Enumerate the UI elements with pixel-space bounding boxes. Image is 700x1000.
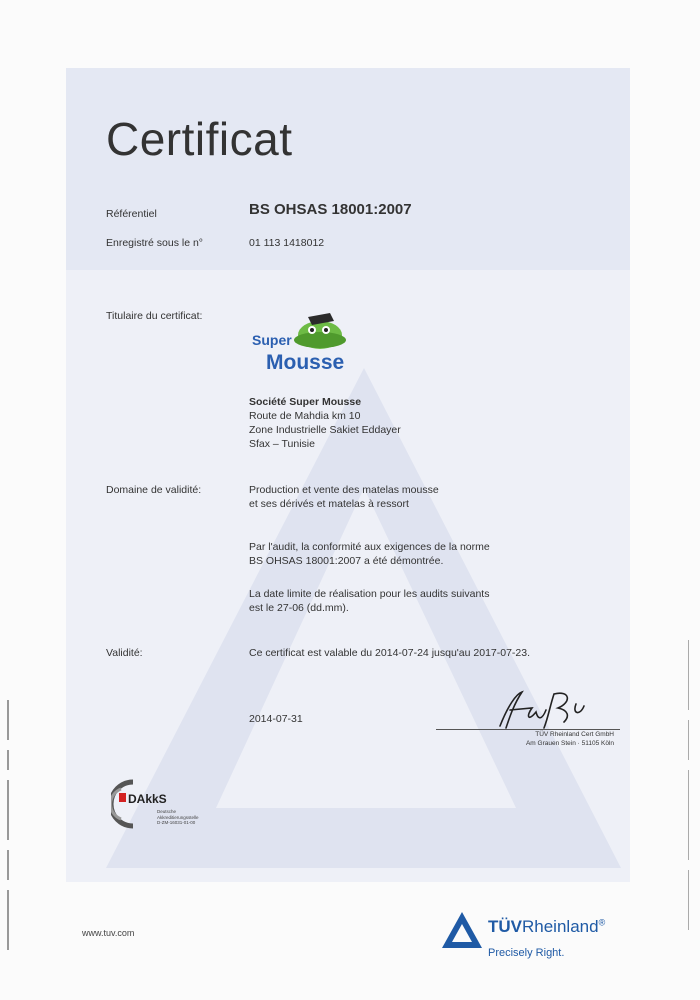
registration-value: 01 113 1418012 [249,237,325,249]
registration-label: Enregistré sous le n° [106,237,203,249]
website-link[interactable]: www.tuv.com [82,928,135,938]
domain-label: Domaine de validité: [106,484,202,496]
tuv-watermark-icon [66,68,630,882]
tuv-tagline: Precisely Right. [488,947,565,959]
domain-line: Production et vente des matelas mousse [249,484,439,496]
dakks-subtext [157,809,199,826]
issuer-address: Am Grauen Stein · 51105 Köln [525,740,614,747]
logo-text-mousse: Mousse [266,351,345,374]
dakks-sub-line: D-ZM-16031-01-00 [157,820,196,825]
validity-value: Ce certificat est valable du 2014-07-24 jusqu'au 2017-07-23. [249,647,531,659]
referentiel-value: BS OHSAS 18001:2007 [249,201,412,218]
audit-line: Par l'audit, la conformité aux exigences de la norme [249,541,490,553]
holder-name: Société Super Mousse [249,396,362,408]
super-mousse-logo [250,305,360,375]
logo-text-super: Super [252,332,292,348]
deadline-line: La date limite de réalisation pour les audits suivants [249,588,490,600]
page-title: Certificat [106,113,293,165]
signature [480,686,620,731]
referentiel-label: Référentiel [106,208,157,220]
validity-label: Validité: [106,647,143,659]
holder-address-line: Sfax – Tunisie [249,438,315,450]
issuer-block [478,730,614,748]
domain-line: et ses dérivés et matelas à ressort [249,498,409,510]
holder-address-line: Zone Industrielle Sakiet Eddayer [249,424,401,436]
side-reference-code-right [684,640,694,940]
registered-mark: ® [598,917,606,928]
tuv-brand-rest: Rheinland [522,917,599,936]
dakks-logo-text: DAkkS [128,792,167,806]
tuv-brand [488,917,605,937]
holder-address-line: Route de Mahdia km 10 [249,410,361,422]
issuer-name: TÜV Rheinland Cert GmbH [535,731,614,738]
dakks-sub-line: Deutsche [157,809,177,814]
side-reference-code [4,700,14,960]
audit-line: BS OHSAS 18001:2007 a été démontrée. [249,555,444,567]
dakks-sub-line: Akkreditierungsstelle [157,814,199,820]
tuv-brand-bold: TÜV [488,917,522,936]
deadline-line: est le 27-06 (dd.mm). [249,602,349,614]
issue-date: 2014-07-31 [249,713,303,725]
tuv-triangle-icon [440,910,484,950]
holder-label: Titulaire du certificat: [106,310,203,322]
